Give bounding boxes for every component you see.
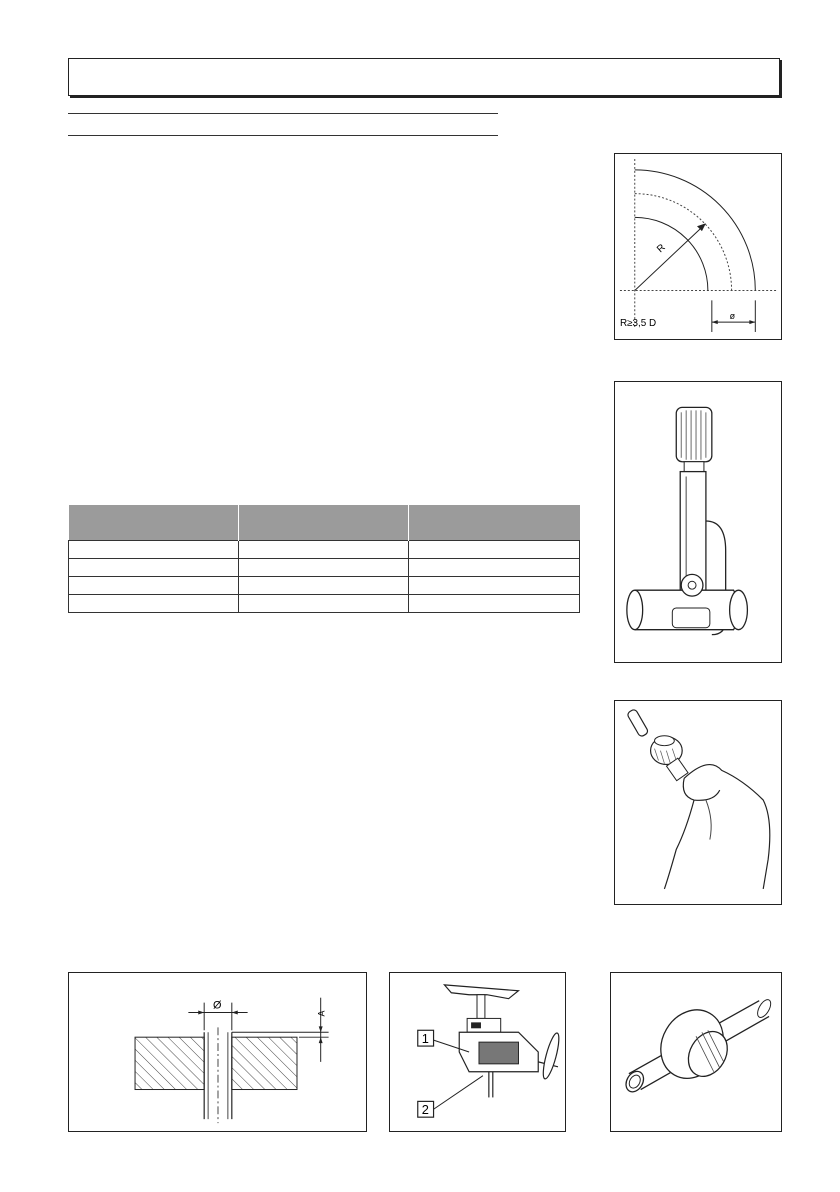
diameter-label: ø [729,311,736,322]
table-row [69,559,580,577]
callout-2: 2 [421,1102,429,1118]
table-cell [69,541,239,559]
table-row [69,577,580,595]
data-table [68,505,580,613]
page-header-box [68,58,780,96]
table-row [69,595,580,613]
radius-label: R [655,242,668,256]
deburring-figure [614,700,782,905]
table-cell [238,559,409,577]
section-rule-top [68,113,498,114]
table-row [69,541,580,559]
table-cell [69,577,239,595]
table-cell [238,541,409,559]
bend-rule-label: R≥3,5 D [619,318,657,330]
table-cell [409,595,580,613]
table-header-cell [69,505,239,541]
table-header-cell [409,505,580,541]
table-header-cell [238,505,409,541]
table-cell [238,595,409,613]
flaring-tool-figure [389,972,566,1132]
hole-section-figure [68,972,367,1132]
table-cell [69,595,239,613]
table-cell [409,559,580,577]
table-cell [409,541,580,559]
section-rule-bottom [68,135,498,136]
table-cell [69,559,239,577]
callout-1: 1 [421,1031,429,1047]
flare-nut-figure [610,972,782,1132]
table-cell [238,577,409,595]
hole-diameter-label: Ø [213,999,222,1012]
bend-radius-figure [614,153,782,340]
depth-label: A [316,1010,327,1017]
pipe-cutter-figure [614,381,782,663]
table-cell [409,577,580,595]
